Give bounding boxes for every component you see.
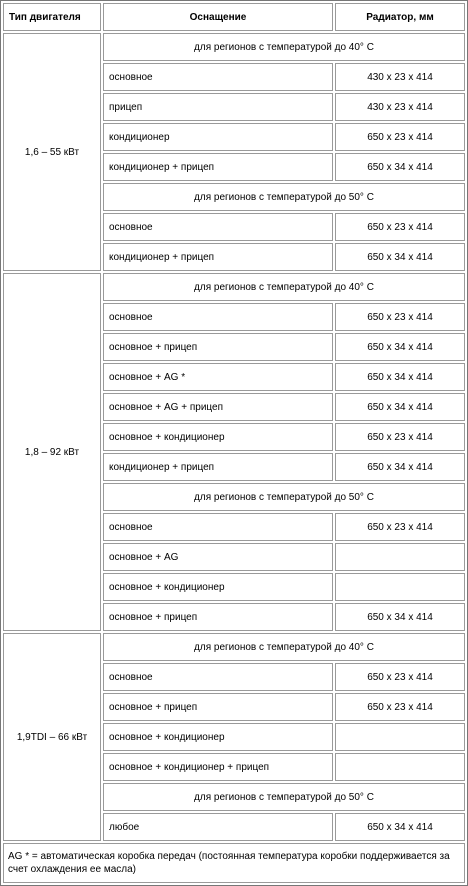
footnote-row bbox=[3, 843, 465, 883]
equipment-cell: кондиционер + прицеп bbox=[103, 243, 333, 271]
equipment-cell: основное bbox=[103, 63, 333, 91]
header-radiator: Радиатор, мм bbox=[335, 3, 465, 31]
region-heading: для регионов с температурой до 50° С bbox=[103, 783, 465, 811]
equipment-cell: основное bbox=[103, 513, 333, 541]
equipment-cell: основное + кондиционер + прицеп bbox=[103, 753, 333, 781]
header-engine-type: Тип двигателя bbox=[3, 3, 101, 31]
radiator-cell: 650 х 34 х 414 bbox=[335, 153, 465, 181]
region-row bbox=[3, 633, 465, 661]
equipment-cell: прицеп bbox=[103, 93, 333, 121]
header-equipment: Оснащение bbox=[103, 3, 333, 31]
equipment-cell: основное + кондиционер bbox=[103, 573, 333, 601]
region-heading: для регионов с температурой до 40° С bbox=[103, 633, 465, 661]
equipment-cell: основное + кондиционер bbox=[103, 423, 333, 451]
region-row bbox=[3, 273, 465, 301]
region-row bbox=[3, 33, 465, 61]
radiator-cell: 650 х 23 х 414 bbox=[335, 693, 465, 721]
equipment-cell: основное + AG bbox=[103, 543, 333, 571]
table-body bbox=[3, 33, 465, 883]
radiator-cell: 650 х 34 х 414 bbox=[335, 603, 465, 631]
radiator-cell bbox=[335, 753, 465, 781]
equipment-cell: основное + прицеп bbox=[103, 333, 333, 361]
equipment-cell: основное bbox=[103, 663, 333, 691]
radiator-cell: 650 х 34 х 414 bbox=[335, 453, 465, 481]
radiator-cell: 650 х 23 х 414 bbox=[335, 423, 465, 451]
equipment-cell: основное bbox=[103, 303, 333, 331]
region-heading: для регионов с температурой до 50° С bbox=[103, 483, 465, 511]
radiator-cell: 650 х 23 х 414 bbox=[335, 123, 465, 151]
engine-type-cell: 1,9TDI – 66 кВт bbox=[3, 633, 101, 841]
radiator-cell: 650 х 34 х 414 bbox=[335, 813, 465, 841]
engine-type-cell: 1,8 – 92 кВт bbox=[3, 273, 101, 631]
radiator-cell: 650 х 23 х 414 bbox=[335, 303, 465, 331]
header-row bbox=[3, 3, 465, 31]
equipment-cell: кондиционер + прицеп bbox=[103, 153, 333, 181]
equipment-cell: основное + кондиционер bbox=[103, 723, 333, 751]
radiator-cell bbox=[335, 573, 465, 601]
engine-type-cell: 1,6 – 55 кВт bbox=[3, 33, 101, 271]
radiator-cell: 650 х 23 х 414 bbox=[335, 213, 465, 241]
radiator-cell: 430 х 23 х 414 bbox=[335, 93, 465, 121]
equipment-cell: любое bbox=[103, 813, 333, 841]
radiator-cell: 650 х 34 х 414 bbox=[335, 393, 465, 421]
radiator-cell: 650 х 34 х 414 bbox=[335, 243, 465, 271]
radiator-cell bbox=[335, 723, 465, 751]
radiator-cell: 650 х 23 х 414 bbox=[335, 513, 465, 541]
equipment-cell: кондиционер + прицеп bbox=[103, 453, 333, 481]
radiator-cell: 650 х 34 х 414 bbox=[335, 363, 465, 391]
radiator-cell bbox=[335, 543, 465, 571]
equipment-cell: основное + AG + прицеп bbox=[103, 393, 333, 421]
equipment-cell: основное + прицеп bbox=[103, 693, 333, 721]
footnote: AG * = автоматическая коробка передач (постоянная температура коробки поддерживается за счет охлаждения ее масла) bbox=[3, 843, 465, 883]
region-heading: для регионов с температурой до 40° С bbox=[103, 273, 465, 301]
radiator-cell: 650 х 23 х 414 bbox=[335, 663, 465, 691]
equipment-cell: основное + прицеп bbox=[103, 603, 333, 631]
equipment-cell: основное + AG * bbox=[103, 363, 333, 391]
region-heading: для регионов с температурой до 50° С bbox=[103, 183, 465, 211]
radiator-cell: 650 х 34 х 414 bbox=[335, 333, 465, 361]
region-heading: для регионов с температурой до 40° С bbox=[103, 33, 465, 61]
radiator-cell: 430 х 23 х 414 bbox=[335, 63, 465, 91]
equipment-cell: основное bbox=[103, 213, 333, 241]
equipment-cell: кондиционер bbox=[103, 123, 333, 151]
